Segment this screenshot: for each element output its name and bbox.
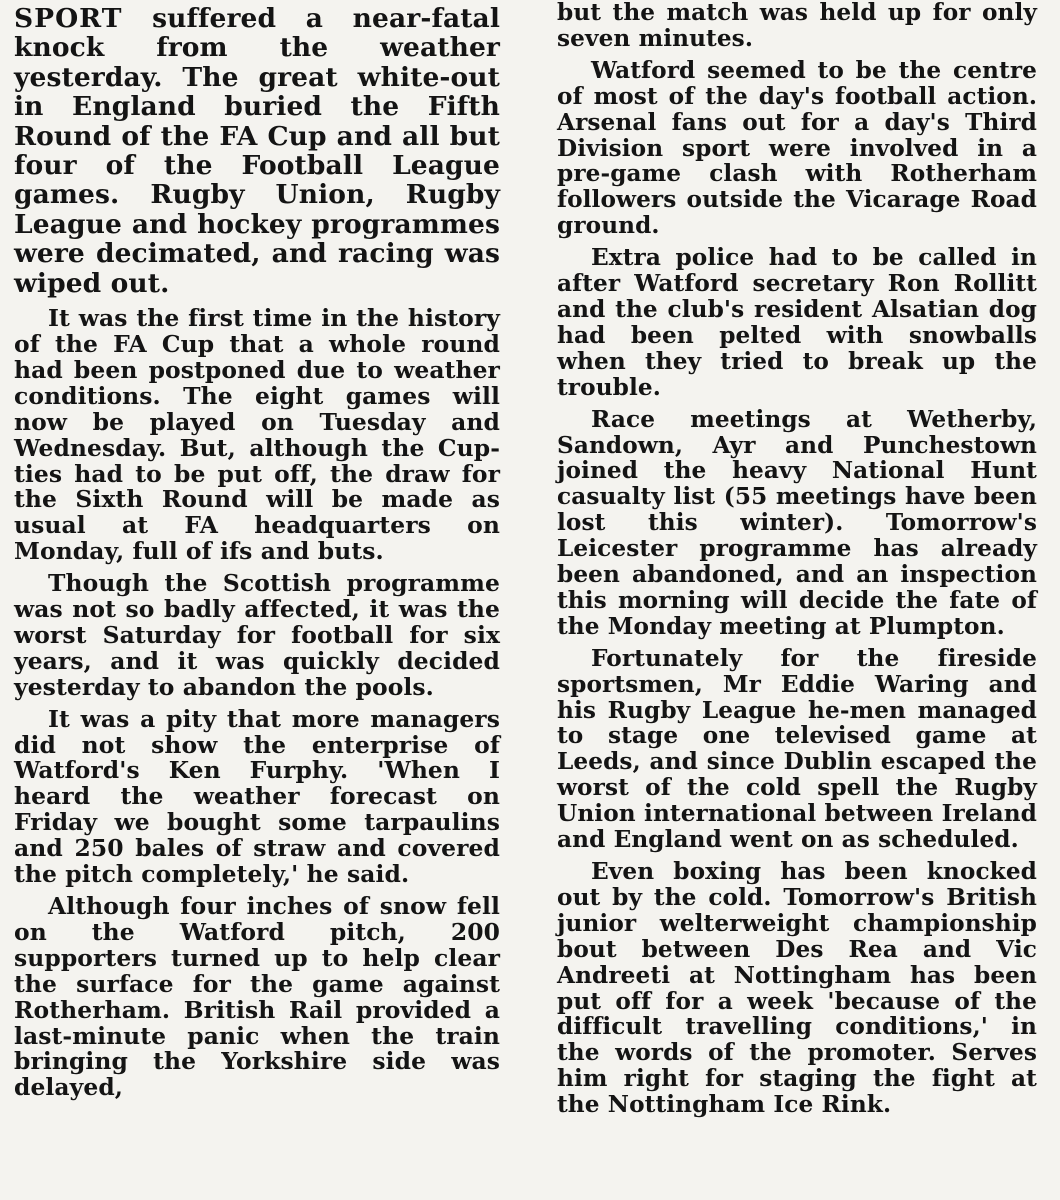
article-paragraph: Watford seemed to be the centre of most of the day's football action. Arsenal fans out for a day's Third Division sport were involved in a pre-game clash with Rotherham followers outside the Vicarage Road ground. [557, 56, 1037, 240]
lead-word: SPORT [14, 3, 123, 34]
article-paragraph: Fortunately for the fireside sportsmen, Mr Eddie Waring and his Rugby League he-men managed to stage one televised game at Leeds, and since Dublin escaped the worst of the cold spell the Rugby Union international between Ireland and England went on as scheduled. [557, 644, 1037, 854]
article-paragraph: Race meetings at Wetherby, Sandown, Ayr and Punchestown joined the heavy National Hunt casualty list (55 meetings have been lost this winter). Tomorrow's Leicester programme has already been abandoned, and an inspection this morning will decide the fate of the Monday meeting at Plumpton. [557, 405, 1037, 640]
article-column-right [557, 0, 1037, 1124]
article-paragraph: Although four inches of snow fell on the Watford pitch, 200 supporters turned up to help clear the surface for the game against Rotherham. British Rail provided a last-minute panic when the train bringing the Yorkshire side was delayed, [14, 892, 500, 1102]
article-paragraph: Though the Scottish programme was not so badly affected, it was the worst Saturday for football for six years, and it was quickly decided yesterday to abandon the pools. [14, 569, 500, 701]
article-paragraph: Extra police had to be called in after Watford secretary Ron Rollitt and the club's resident Alsatian dog had been pelted with snowballs when they tried to break up the trouble. [557, 244, 1037, 401]
paragraph-text: suffered a near-fatal knock from the weather yesterday. The great white-out in England buried the Fifth Round of the FA Cup and all but four of the Football League games. Rugby Union, Rugby League and hockey programmes were decimated, and racing was wiped out. [14, 3, 500, 299]
article-column-left [14, 4, 500, 1107]
article-paragraph: It was the first time in the history of the FA Cup that a whole round had been postponed due to weather conditions. The eight games will now be played on Tuesday and Wednesday. But, although the Cup-ties had to be put off, the draw for the Sixth Round will be made as usual at FA headquarters on Monday, full of ifs and buts. [14, 304, 500, 566]
article-paragraph: but the match was held up for only seven minutes. [557, 0, 1037, 52]
article-paragraph [14, 4, 500, 298]
article-paragraph: Even boxing has been knocked out by the cold. Tomorrow's British junior welterweight championship bout between Des Rea and Vic Andreeti at Nottingham has been put off for a week 'because of the difficult travelling conditions,' in the words of the promoter. Serves him right for staging the fight at the Nottingham Ice Rink. [557, 858, 1037, 1119]
article-paragraph: It was a pity that more managers did not show the enterprise of Watford's Ken Furphy. 'When I heard the weather forecast on Friday we bought some tarpaulins and 250 bales of straw and covered the pitch completely,' he said. [14, 704, 500, 889]
